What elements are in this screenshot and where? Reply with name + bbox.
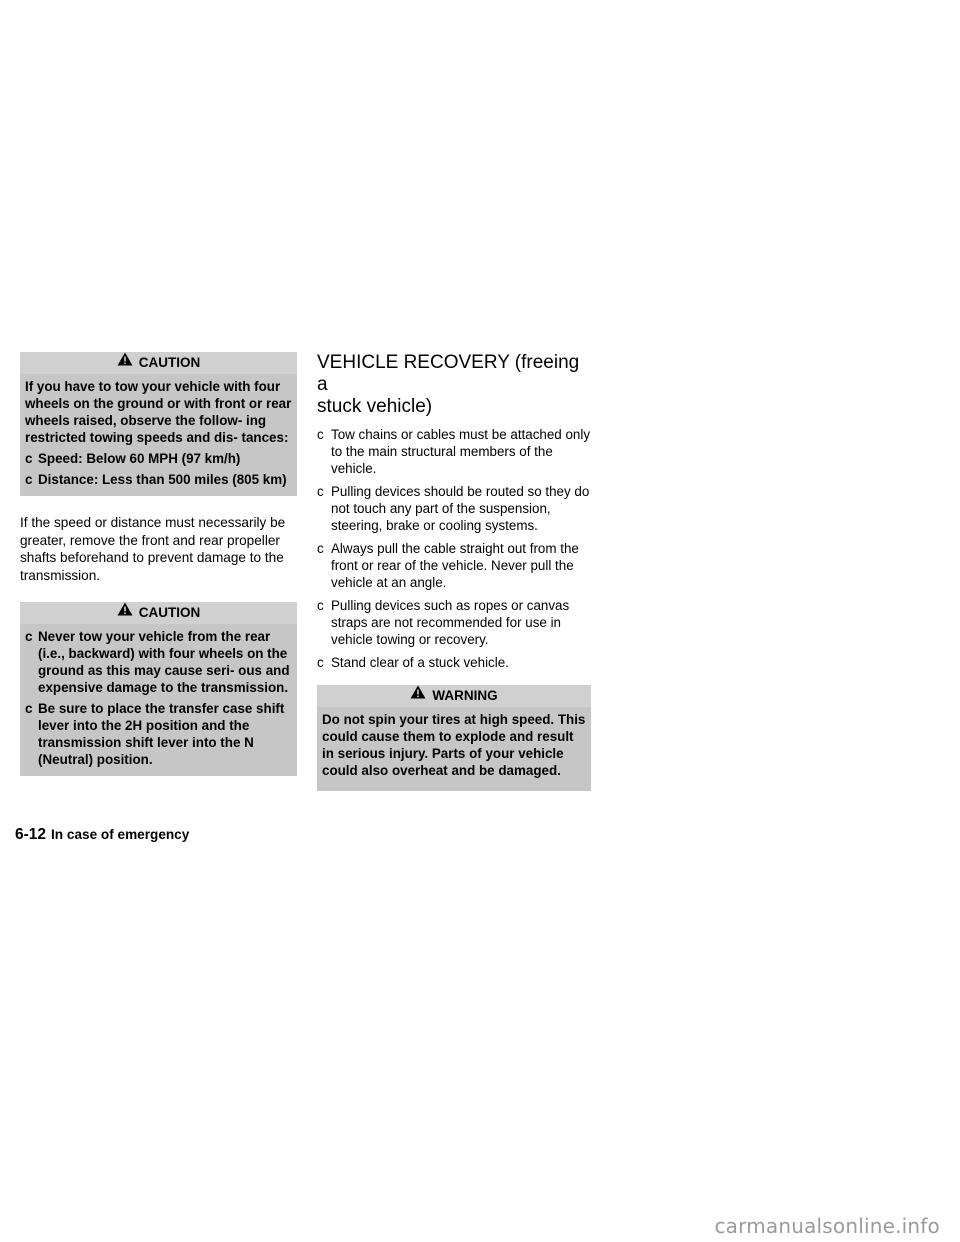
warning-box (317, 685, 591, 791)
bullet-icon: c (25, 701, 33, 716)
body-paragraph: If the speed or distance must necessarily be greater, remove the front and rear propeller shafts beforehand to prevent damage to the transmission. (20, 515, 286, 583)
section-title: VEHICLE RECOVERY (freeing a stuck vehicle) (317, 352, 580, 417)
footer-section-title: In case of emergency (51, 827, 190, 842)
list-item: c Always pull the cable straight out from the front or rear of the vehicle. Never pull the vehicle at an angle. (317, 541, 579, 590)
list-item: c Pulling devices such as ropes or canvas straps are not recommended for use in vehicle towing or recovery. (317, 598, 570, 647)
caution-item: c Speed: Below 60 MPH (97 km/h) (25, 451, 241, 466)
watermark: carmanualsonline.info (714, 1214, 940, 1238)
bullet-icon: c (317, 598, 324, 613)
caution-item: c Distance: Less than 500 miles (805 km) (25, 472, 287, 487)
bullet-icon: c (317, 427, 324, 442)
bullet-icon: c (317, 484, 324, 499)
caution-body (20, 624, 297, 776)
page-footer (15, 826, 189, 844)
recovery-list (317, 426, 591, 671)
bullet-icon: c (317, 541, 324, 556)
caution-heading: CAUTION (20, 352, 297, 374)
caution-item: c Never tow your vehicle from the rear (i.e., backward) with four wheels on the ground as this may cause seri- ous and expensive damage to the transmission. (25, 629, 290, 695)
caution-box-towing-limits (20, 352, 297, 496)
caution-box-rear-towing (20, 602, 297, 776)
right-column (317, 352, 591, 791)
warning-body (317, 707, 591, 791)
bullet-icon: c (25, 451, 33, 466)
bullet-icon: c (317, 655, 324, 670)
left-column (20, 352, 297, 776)
warning-triangle-icon (117, 351, 133, 373)
warning-triangle-icon (117, 601, 133, 623)
caution-intro: If you have to tow your vehicle with four wheels on the ground or with front or rear wheels raised, observe the follow- ing restricted towing speeds and dis- tances: (25, 379, 292, 445)
caution-body (20, 374, 297, 496)
warning-triangle-icon (410, 684, 426, 706)
warning-heading: WARNING (317, 685, 591, 707)
caution-list (25, 450, 293, 488)
page-number: 6-12 (15, 826, 47, 843)
bullet-icon: c (25, 472, 33, 487)
bullet-icon: c (25, 629, 33, 644)
warning-text: Do not spin your tires at high speed. This could cause them to explode and result in serious injury. Parts of your vehicle could also overheat and be damaged. (322, 712, 586, 778)
caution-heading: CAUTION (20, 602, 297, 624)
list-item: c Pulling devices should be routed so they do not touch any part of the suspension, steering, brake or cooling systems. (317, 484, 590, 533)
caution-item: c Be sure to place the transfer case shift lever into the 2H position and the transmission shift lever into the N (Neutral) position. (25, 701, 285, 767)
list-item: c Tow chains or cables must be attached only to the main structural members of the vehicle. (317, 427, 591, 476)
caution-list (25, 628, 293, 768)
list-item: c Stand clear of a stuck vehicle. (317, 655, 509, 670)
